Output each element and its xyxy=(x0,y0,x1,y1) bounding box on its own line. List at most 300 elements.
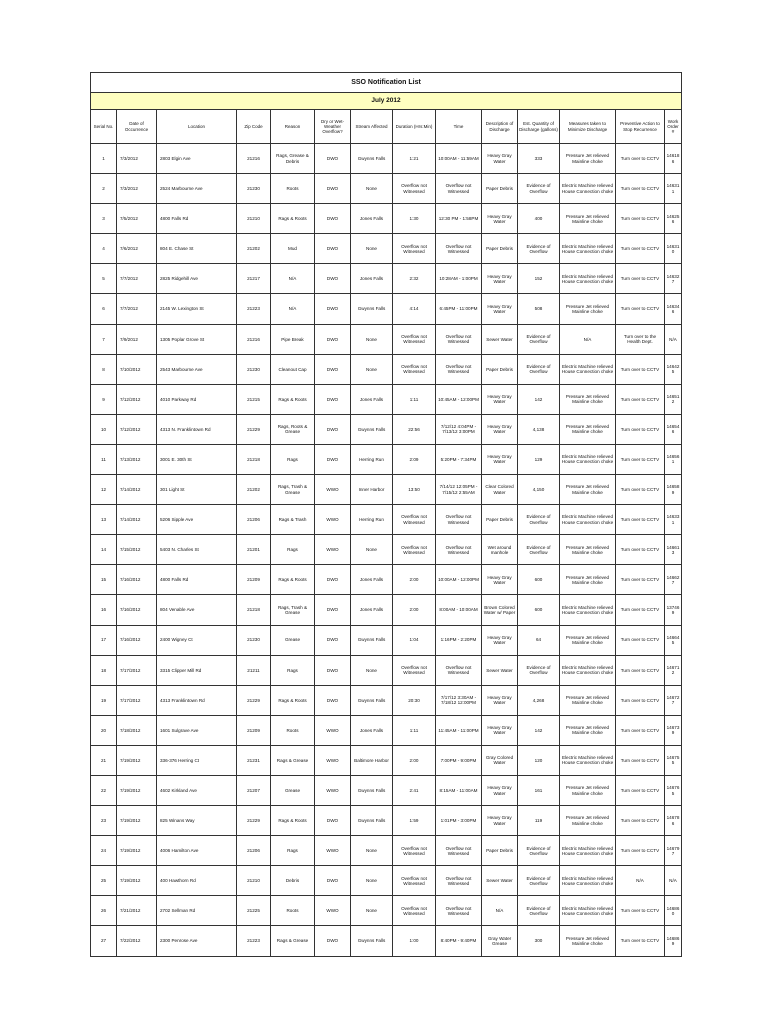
table-cell: Jones Falls xyxy=(351,204,393,234)
table-cell: Pressure Jet relieved Mainline choke xyxy=(560,715,616,745)
table-cell: 7/19/2012 xyxy=(117,836,157,866)
table-cell: Turn over to CCTV xyxy=(616,535,665,565)
table-cell: Electric Machine relieved House Connection choke xyxy=(560,866,616,896)
table-cell: None xyxy=(351,174,393,204)
table-cell: Jones Falls xyxy=(351,384,393,414)
table-cell: 27 xyxy=(91,926,117,956)
table-cell: Rags xyxy=(271,535,315,565)
table-cell: Pressure Jet relieved Mainline choke xyxy=(560,144,616,174)
table-cell: Roots xyxy=(271,715,315,745)
table-cell: WWO xyxy=(315,535,351,565)
table-cell: 8 xyxy=(91,354,117,384)
sso-notification-sheet xyxy=(90,72,681,957)
table-cell: 2:00 xyxy=(393,565,436,595)
table-cell: 1:16PM - 2:20PM xyxy=(436,625,482,655)
table-cell: Evidence of Overflow xyxy=(518,655,560,685)
table-cell: None xyxy=(351,896,393,926)
table-cell: 1:11 xyxy=(393,384,436,414)
table-cell: 20 xyxy=(91,715,117,745)
table-cell: 146712 xyxy=(665,655,682,685)
table-cell: DWO xyxy=(315,234,351,264)
table-cell: Sewer Water xyxy=(482,655,518,685)
month-banner: July 2012 xyxy=(91,93,682,110)
table-cell: 7 xyxy=(91,324,117,354)
table-cell: 161 xyxy=(518,775,560,805)
table-cell: WWO xyxy=(315,475,351,505)
table-cell: 5:20PM - 7:34PM xyxy=(436,444,482,474)
table-row xyxy=(91,896,682,926)
table-cell: 7/17/2012 xyxy=(117,655,157,685)
table-cell: 8:00AM - 10:00AM xyxy=(436,595,482,625)
table-cell: 146797 xyxy=(665,836,682,866)
table-cell: Evidence of Overflow xyxy=(518,174,560,204)
table-cell: Electric Machine relieved House Connection choke xyxy=(560,836,616,866)
table-cell: Paper Debris xyxy=(482,174,518,204)
table-cell: 21211 xyxy=(237,655,271,685)
table-cell: Turn over to CCTV xyxy=(616,836,665,866)
table-cell: 7/22/2012 xyxy=(117,926,157,956)
table-cell: 146512 xyxy=(665,384,682,414)
table-cell: Turn over to CCTV xyxy=(616,505,665,535)
table-cell: 21202 xyxy=(237,234,271,264)
table-cell: 21206 xyxy=(237,505,271,535)
table-cell: 7/16/2012 xyxy=(117,625,157,655)
table-cell: DWO xyxy=(315,384,351,414)
table-cell: Inner Harbor xyxy=(351,475,393,505)
table-cell: 21229 xyxy=(237,806,271,836)
table-cell: 7/17/2012 xyxy=(117,685,157,715)
table-cell: Overflow not Witnessed xyxy=(436,866,482,896)
table-cell: Electric Machine relieved House Connection choke xyxy=(560,444,616,474)
table-cell: Overflow not Witnessed xyxy=(393,234,436,264)
table-cell: DWO xyxy=(315,655,351,685)
table-cell: 21223 xyxy=(237,294,271,324)
table-cell: N/A xyxy=(665,866,682,896)
column-header: Stream Affected xyxy=(351,110,393,144)
table-cell: 2543 Marbourne Ave xyxy=(157,354,237,384)
table-cell: None xyxy=(351,535,393,565)
table-cell: Pressure Jet relieved Mainline choke xyxy=(560,565,616,595)
table-cell: 24 xyxy=(91,836,117,866)
table-cell: 2702 Sellman Rd xyxy=(157,896,237,926)
table-row xyxy=(91,745,682,775)
table-cell: Evidence of Overflow xyxy=(518,324,560,354)
table-cell: Roots xyxy=(271,174,315,204)
table-cell: WWO xyxy=(315,715,351,745)
table-cell: Heavy Gray Water xyxy=(482,806,518,836)
table-cell: DWO xyxy=(315,294,351,324)
table-cell: 825 Winans Way xyxy=(157,806,237,836)
table-cell: 64 xyxy=(518,625,560,655)
table-cell: Clear Colored Water xyxy=(482,475,518,505)
table-cell: Overflow not Witnessed xyxy=(393,866,436,896)
table-cell: Heavy Gray Water xyxy=(482,204,518,234)
table-cell: 21230 xyxy=(237,354,271,384)
table-cell: 7/12/12 4:04PM - 7/13/12 3:00PM xyxy=(436,414,482,444)
table-cell: Cleanout Cap xyxy=(271,354,315,384)
table-cell: 8:40PM - 9:40PM xyxy=(436,926,482,956)
table-cell: Turn over to CCTV xyxy=(616,625,665,655)
table-cell: Rags & Trash xyxy=(271,505,315,535)
table-cell: 21230 xyxy=(237,625,271,655)
table-cell: Paper Debris xyxy=(482,505,518,535)
table-cell: 7/3/2012 xyxy=(117,174,157,204)
table-cell: None xyxy=(351,234,393,264)
table-cell: 7/5/2012 xyxy=(117,204,157,234)
table-cell: Turn over to CCTV xyxy=(616,806,665,836)
table-cell: 4,150 xyxy=(518,475,560,505)
table-cell: 146327 xyxy=(665,264,682,294)
table-cell: 5 xyxy=(91,264,117,294)
table-cell: 22 xyxy=(91,775,117,805)
table-cell: 7/15/2012 xyxy=(117,535,157,565)
table-cell: DWO xyxy=(315,174,351,204)
table-cell: 6:45PM - 11:00PM xyxy=(436,294,482,324)
table-cell: Electric Machine relieved House Connection choke xyxy=(560,896,616,926)
table-cell: 7/14/2012 xyxy=(117,475,157,505)
table-cell: 21216 xyxy=(237,324,271,354)
table-cell: 400 xyxy=(518,204,560,234)
table-cell: 1:11 xyxy=(393,715,436,745)
table-cell: Gray Water Grease xyxy=(482,926,518,956)
table-cell: Turn over to CCTV xyxy=(616,775,665,805)
table-cell: 2825 Ridgehill Ave xyxy=(157,264,237,294)
table-cell: 26 xyxy=(91,896,117,926)
table-cell: 146311 xyxy=(665,174,682,204)
table-cell: 2 xyxy=(91,174,117,204)
table-cell: Gwynns Falls xyxy=(351,685,393,715)
table-cell: 2803 Elgin Ave xyxy=(157,144,237,174)
table-cell: Overflow not Witnessed xyxy=(393,354,436,384)
table-cell: 7/14/2012 xyxy=(117,505,157,535)
table-cell: Turn over to CCTV xyxy=(616,414,665,444)
table-cell: 4 xyxy=(91,234,117,264)
table-cell: DWO xyxy=(315,866,351,896)
table-cell: 11:45AM - 11:00PM xyxy=(436,715,482,745)
table-cell: 21210 xyxy=(237,866,271,896)
table-cell: 146765 xyxy=(665,775,682,805)
table-cell: 146186 xyxy=(665,144,682,174)
table-cell: 7/19/2012 xyxy=(117,745,157,775)
table-cell: 3 xyxy=(91,204,117,234)
table-cell: 120 xyxy=(518,745,560,775)
table-cell: 1601 Sulgrave Ave xyxy=(157,715,237,745)
table-cell: Pressure Jet relieved Mainline choke xyxy=(560,625,616,655)
table-cell: 10:28AM - 1:00PM xyxy=(436,264,482,294)
table-cell: 7/21/2012 xyxy=(117,896,157,926)
table-cell: 10:45AM - 12:00PM xyxy=(436,384,482,414)
table-cell: 10:00AM - 11:59AM xyxy=(436,144,482,174)
table-cell: DWO xyxy=(315,324,351,354)
table-cell: 146561 xyxy=(665,444,682,474)
table-cell: Turn over to CCTV xyxy=(616,174,665,204)
column-header: Measures taken to Minimize Discharge xyxy=(560,110,616,144)
table-cell: Debris xyxy=(271,866,315,896)
table-cell: 2145 W. Lexington St xyxy=(157,294,237,324)
table-row xyxy=(91,444,682,474)
table-cell: Rags & Roots xyxy=(271,384,315,414)
table-cell: 3315 Clipper Mill Rd xyxy=(157,655,237,685)
table-cell: DWO xyxy=(315,354,351,384)
column-header: Date of Occurrence xyxy=(117,110,157,144)
table-cell: Turn over to CCTV xyxy=(616,384,665,414)
table-cell: 7/19/2012 xyxy=(117,775,157,805)
table-cell: Turn over to CCTV xyxy=(616,655,665,685)
table-cell: Overflow not Witnessed xyxy=(393,324,436,354)
table-cell: Herring Run xyxy=(351,505,393,535)
column-header: Serial No. xyxy=(91,110,117,144)
table-cell: 8:15AM - 11:00AM xyxy=(436,775,482,805)
table-cell: Electric Machine relieved House Connection choke xyxy=(560,595,616,625)
table-row xyxy=(91,926,682,956)
table-cell: 13:50 xyxy=(393,475,436,505)
table-cell: Heavy Gray Water xyxy=(482,414,518,444)
table-cell: Brown Colored Water w/ Paper xyxy=(482,595,518,625)
table-cell: Baltimore Harbor xyxy=(351,745,393,775)
table-cell: Heavy Gray Water xyxy=(482,565,518,595)
table-cell: Overflow not Witnessed xyxy=(393,655,436,685)
table-cell: 21 xyxy=(91,745,117,775)
table-cell: 7/7/2012 xyxy=(117,294,157,324)
table-cell: Rags, Roots & Grease xyxy=(271,414,315,444)
table-cell: 137469 xyxy=(665,595,682,625)
table-cell: 21229 xyxy=(237,414,271,444)
table-cell: 600 xyxy=(518,565,560,595)
table-cell: 4313 N. Franklintown Rd xyxy=(157,414,237,444)
table-cell: Overflow not Witnessed xyxy=(436,535,482,565)
table-cell: Overflow not Witnessed xyxy=(393,896,436,926)
table-cell: 142 xyxy=(518,384,560,414)
column-header: Location xyxy=(157,110,237,144)
table-cell: DWO xyxy=(315,806,351,836)
table-cell: 7/16/2012 xyxy=(117,595,157,625)
table-cell: N/A xyxy=(616,866,665,896)
table-cell: 11 xyxy=(91,444,117,474)
table-cell: Heavy Gray Water xyxy=(482,264,518,294)
table-row xyxy=(91,384,682,414)
table-cell: 600 xyxy=(518,595,560,625)
table-row xyxy=(91,565,682,595)
table-cell: 146786 xyxy=(665,806,682,836)
table-cell: 1:04 xyxy=(393,625,436,655)
table-cell: Turn over to CCTV xyxy=(616,745,665,775)
table-cell: Pressure Jet relieved Mainline choke xyxy=(560,294,616,324)
table-cell: 6 xyxy=(91,294,117,324)
table-cell: Pressure Jet relieved Mainline choke xyxy=(560,535,616,565)
table-cell: 4:14 xyxy=(393,294,436,324)
table-cell: Overflow not Witnessed xyxy=(436,505,482,535)
table-cell: Heavy Gray Water xyxy=(482,384,518,414)
table-cell: 7/12/2012 xyxy=(117,414,157,444)
column-header: Zip Code xyxy=(237,110,271,144)
table-cell: 21209 xyxy=(237,715,271,745)
table-cell: Rags & Roots xyxy=(271,204,315,234)
column-header: Dry or Wet-Weather Overflow? xyxy=(315,110,351,144)
table-cell: 146346 xyxy=(665,294,682,324)
table-cell: Grease xyxy=(271,625,315,655)
table-cell: Turn over to CCTV xyxy=(616,264,665,294)
table-cell: 146869 xyxy=(665,926,682,956)
table-cell: 4,138 xyxy=(518,414,560,444)
table-cell: WWO xyxy=(315,836,351,866)
table-cell: Turn over to CCTV xyxy=(616,294,665,324)
table-row xyxy=(91,324,682,354)
table-cell: Jones Falls xyxy=(351,565,393,595)
table-cell: 7/16/2012 xyxy=(117,565,157,595)
table-cell: 4313 Franklintown Rd xyxy=(157,685,237,715)
table-cell: 21223 xyxy=(237,926,271,956)
table-cell: 7/6/2012 xyxy=(117,234,157,264)
table-cell: 146331 xyxy=(665,505,682,535)
table-cell: Overflow not Witnessed xyxy=(393,535,436,565)
table-row xyxy=(91,294,682,324)
table-cell: 4,268 xyxy=(518,685,560,715)
table-row xyxy=(91,775,682,805)
table-cell: Pressure Jet relieved Mainline choke xyxy=(560,414,616,444)
table-cell: Grease xyxy=(271,775,315,805)
table-cell: Gray Colored Water xyxy=(482,745,518,775)
table-cell: 4602 Kirkland Ave xyxy=(157,775,237,805)
table-cell: 146727 xyxy=(665,685,682,715)
table-cell: Pressure Jet relieved Mainline choke xyxy=(560,204,616,234)
table-cell: Pressure Jet relieved Mainline choke xyxy=(560,475,616,505)
table-cell: 7/12/2012 xyxy=(117,384,157,414)
table-cell: 1:59 xyxy=(393,806,436,836)
table-cell: Turn over to the Health Dept. xyxy=(616,324,665,354)
table-cell: 804 E. Chase St xyxy=(157,234,237,264)
table-cell: 16 xyxy=(91,595,117,625)
table-cell: None xyxy=(351,354,393,384)
table-cell: Gwynns Falls xyxy=(351,144,393,174)
table-cell: 129 xyxy=(518,444,560,474)
table-cell: Wet around manhole xyxy=(482,535,518,565)
table-cell: Turn over to CCTV xyxy=(616,595,665,625)
table-cell: 18 xyxy=(91,655,117,685)
table-cell: N/A xyxy=(271,294,315,324)
table-cell: 21206 xyxy=(237,836,271,866)
table-cell: 1305 Poplar Grove St xyxy=(157,324,237,354)
table-cell: Pressure Jet relieved Mainline choke xyxy=(560,926,616,956)
table-cell: 23 xyxy=(91,806,117,836)
table-cell: Rags xyxy=(271,836,315,866)
table-cell: 15 xyxy=(91,565,117,595)
table-cell: Rags, Trash & Grease xyxy=(271,475,315,505)
table-cell: 4800 Falls Rd xyxy=(157,204,237,234)
table-row xyxy=(91,505,682,535)
table-row xyxy=(91,806,682,836)
table-cell: 12:30 PM - 1:58PM xyxy=(436,204,482,234)
table-cell: WWO xyxy=(315,896,351,926)
table-cell: None xyxy=(351,836,393,866)
table-cell: 146546 xyxy=(665,414,682,444)
table-cell: Evidence of Overflow xyxy=(518,234,560,264)
table-cell: Jones Falls xyxy=(351,595,393,625)
table-cell: 22:56 xyxy=(393,414,436,444)
table-cell: N/A xyxy=(560,324,616,354)
table-cell: 21217 xyxy=(237,264,271,294)
table-cell: N/A xyxy=(482,896,518,926)
table-cell: 146613 xyxy=(665,535,682,565)
table-cell: Electric Machine relieved House Connection choke xyxy=(560,745,616,775)
table-cell: 13 xyxy=(91,505,117,535)
table-cell: Electric Machine relieved House Connection choke xyxy=(560,264,616,294)
table-cell: 142 xyxy=(518,715,560,745)
table-cell: Overflow not Witnessed xyxy=(393,174,436,204)
table-cell: Heavy Gray Water xyxy=(482,444,518,474)
table-cell: Sewer Water xyxy=(482,324,518,354)
table-cell: DWO xyxy=(315,444,351,474)
table-cell: WWO xyxy=(315,745,351,775)
column-header: Time xyxy=(436,110,482,144)
table-cell: 21215 xyxy=(237,384,271,414)
table-cell: Gwynns Falls xyxy=(351,775,393,805)
table-cell: 1 xyxy=(91,144,117,174)
table-cell: Turn over to CCTV xyxy=(616,685,665,715)
table-cell: 7/3/2012 xyxy=(117,144,157,174)
table-cell: 5206 Sipple Ave xyxy=(157,505,237,535)
table-cell: 336-376 Herring Ct xyxy=(157,745,237,775)
table-cell: DWO xyxy=(315,625,351,655)
table-row xyxy=(91,234,682,264)
table-cell: 146645 xyxy=(665,625,682,655)
table-cell: Overflow not Witnessed xyxy=(393,505,436,535)
table-cell: 4010 Parkway Rd xyxy=(157,384,237,414)
column-header: Duration (Hrs:Min) xyxy=(393,110,436,144)
column-header: Work Order # xyxy=(665,110,682,144)
table-cell: 1:30 xyxy=(393,204,436,234)
table-cell: 19 xyxy=(91,685,117,715)
table-cell: Paper Debris xyxy=(482,234,518,264)
table-cell: Paper Debris xyxy=(482,836,518,866)
table-cell: Pressure Jet relieved Mainline choke xyxy=(560,685,616,715)
table-cell: 10:00AM - 12:00PM xyxy=(436,565,482,595)
table-cell: Overflow not Witnessed xyxy=(436,896,482,926)
table-row xyxy=(91,685,682,715)
table-row xyxy=(91,655,682,685)
table-cell: None xyxy=(351,324,393,354)
table-cell: 7/10/2012 xyxy=(117,354,157,384)
table-cell: 2:32 xyxy=(393,264,436,294)
table-row xyxy=(91,625,682,655)
table-row xyxy=(91,144,682,174)
table-cell: Mud xyxy=(271,234,315,264)
table-cell: Turn over to CCTV xyxy=(616,926,665,956)
table-cell: 1:00 xyxy=(393,926,436,956)
table-cell: 146425 xyxy=(665,354,682,384)
table-cell: Rags & Grease xyxy=(271,745,315,775)
table-cell: 400 Hawthorn Rd xyxy=(157,866,237,896)
table-cell: Rags & Roots xyxy=(271,806,315,836)
table-cell: Herring Run xyxy=(351,444,393,474)
table-cell: 9 xyxy=(91,384,117,414)
table-cell: Gwynns Falls xyxy=(351,926,393,956)
table-row xyxy=(91,535,682,565)
table-cell: Rags, Grease & Debris xyxy=(271,144,315,174)
sso-table xyxy=(90,72,682,957)
table-cell: 21216 xyxy=(237,144,271,174)
table-cell: Evidence of Overflow xyxy=(518,836,560,866)
table-cell: 7/18/2012 xyxy=(117,715,157,745)
table-cell: Turn over to CCTV xyxy=(616,234,665,264)
table-cell: Heavy Gray Water xyxy=(482,685,518,715)
table-cell: 7/7/2012 xyxy=(117,264,157,294)
table-cell: 804 Venable Ave xyxy=(157,595,237,625)
table-cell: 2524 Marbourne Ave xyxy=(157,174,237,204)
column-header: Est. Quantity of Discharge (gallons) xyxy=(518,110,560,144)
table-cell: Roots xyxy=(271,896,315,926)
table-cell: WWO xyxy=(315,505,351,535)
table-cell: Evidence of Overflow xyxy=(518,505,560,535)
